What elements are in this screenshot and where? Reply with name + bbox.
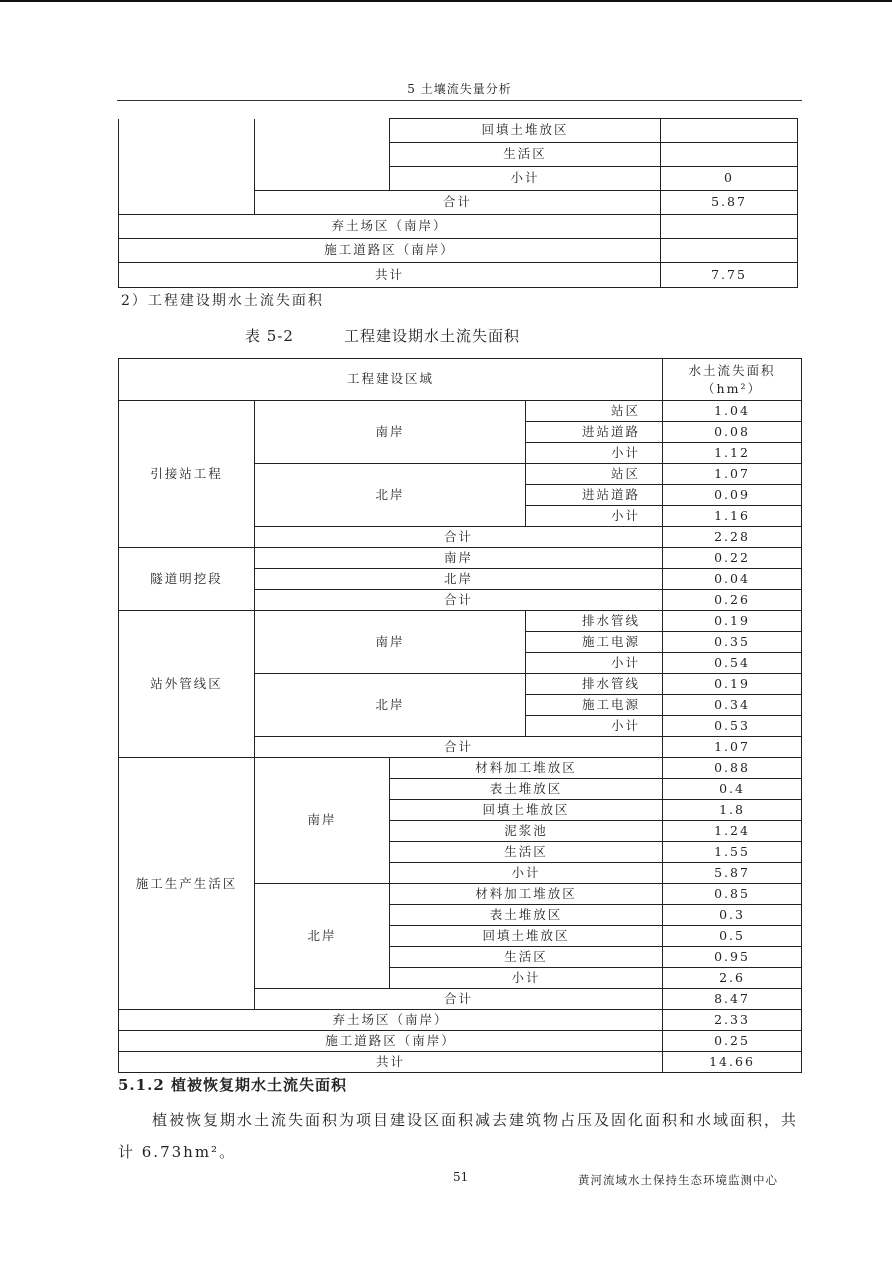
table-cell (119, 119, 255, 215)
group-label: 站外管线区 (119, 611, 255, 758)
group-label: 隧道明挖段 (119, 548, 255, 611)
table-cell: 小计 (526, 443, 663, 464)
page-top-border (0, 0, 892, 2)
table-cell: 0.35 (663, 632, 802, 653)
table-cell: 表土堆放区 (390, 779, 663, 800)
table-cell: 14.66 (663, 1052, 802, 1073)
table-cell: 8.47 (663, 989, 802, 1010)
header-value-line1: 水土流失面积 (688, 363, 776, 378)
table-cell: 合计 (255, 590, 663, 611)
table-cell: 施工道路区（南岸） (119, 1031, 663, 1052)
table-cell: 1.24 (663, 821, 802, 842)
table-cell: 1.16 (663, 506, 802, 527)
running-header: 5 土壤流失量分析 (407, 82, 512, 96)
table-row (119, 548, 802, 569)
header-rule (117, 100, 802, 101)
table-cell: 0.09 (663, 485, 802, 506)
table-cell: 材料加工堆放区 (390, 884, 663, 905)
group-label: 施工生产生活区 (119, 758, 255, 1010)
table-cell: 0.04 (663, 569, 802, 590)
table-cell: 0.88 (663, 758, 802, 779)
table-cell: 生活区 (390, 947, 663, 968)
table-cell (661, 239, 798, 263)
table-row (119, 1052, 802, 1073)
table-cell: 0.3 (663, 905, 802, 926)
table-cell: 0.26 (663, 590, 802, 611)
table-cell: 回填土堆放区 (390, 119, 661, 143)
bank-label: 南岸 (255, 758, 390, 884)
table-row (119, 758, 802, 779)
table-cell: 5.87 (663, 863, 802, 884)
table-row (119, 239, 798, 263)
table-cell: 共计 (119, 263, 661, 288)
table-cell: 表土堆放区 (390, 905, 663, 926)
table-cell: 0.19 (663, 611, 802, 632)
section-heading: 5.1.2 植被恢复期水土流失面积 (118, 1076, 347, 1094)
table-cell: 站区 (526, 464, 663, 485)
table-cell: 1.07 (663, 464, 802, 485)
table-cell: 7.75 (661, 263, 798, 288)
table-cell: 泥浆池 (390, 821, 663, 842)
table-cell: 排水管线 (526, 611, 663, 632)
bank-label: 北岸 (255, 674, 526, 737)
table-cell: 小计 (526, 506, 663, 527)
table-cell: 回填土堆放区 (390, 800, 663, 821)
table-cell: 0.53 (663, 716, 802, 737)
group-label: 引接站工程 (119, 401, 255, 548)
table-cell: 施工电源 (526, 695, 663, 716)
table-cell: 小计 (526, 653, 663, 674)
table-cell: 小计 (390, 863, 663, 884)
footer-organization: 黄河流域水土保持生态环境监测中心 (578, 1173, 778, 1187)
table-row (119, 119, 798, 143)
table-cell: 北岸 (255, 569, 663, 590)
table-cell: 5.87 (661, 191, 798, 215)
bank-label: 南岸 (255, 401, 526, 464)
table-cell: 南岸 (255, 548, 663, 569)
table-cell: 进站道路 (526, 485, 663, 506)
table-caption (245, 325, 570, 346)
page-number: 51 (453, 1170, 469, 1184)
table-cell (661, 143, 798, 167)
table-cell: 回填土堆放区 (390, 926, 663, 947)
table-cell: 生活区 (390, 143, 661, 167)
table-cell: 0.08 (663, 422, 802, 443)
table-row (119, 1010, 802, 1031)
table-cell: 小计 (526, 716, 663, 737)
table-cell: 1.12 (663, 443, 802, 464)
bank-label: 北岸 (255, 464, 526, 527)
body-paragraph: 植被恢复期水土流失面积为项目建设区面积减去建筑物占压及固化面积和水域面积，共计 6.73hm²。 (118, 1111, 799, 1161)
table-erosion-area (118, 358, 802, 1073)
table-cell: 2.28 (663, 527, 802, 548)
table-cell (661, 119, 798, 143)
table-row (119, 1031, 802, 1052)
table-cell: 合计 (255, 527, 663, 548)
table-row (119, 401, 802, 422)
table-cell: 弃土场区（南岸） (119, 1010, 663, 1031)
table-cell: 0.19 (663, 674, 802, 695)
table-cell: 2.6 (663, 968, 802, 989)
table-cell: 1.04 (663, 401, 802, 422)
table-cell: 1.8 (663, 800, 802, 821)
table-number: 表 5-2 (245, 327, 294, 345)
table-cell: 0.4 (663, 779, 802, 800)
table-title: 工程建设期水土流失面积 (343, 327, 520, 345)
table-cell: 0.85 (663, 884, 802, 905)
bank-label: 南岸 (255, 611, 526, 674)
table-cell: 0.95 (663, 947, 802, 968)
table-cell: 0.54 (663, 653, 802, 674)
table-cell: 0.25 (663, 1031, 802, 1052)
table-cell: 1.55 (663, 842, 802, 863)
header-cell-region: 工程建设区域 (119, 359, 663, 401)
table-cell (255, 119, 390, 191)
table-cell: 0.5 (663, 926, 802, 947)
header-cell-value (663, 359, 802, 401)
table-cell: 2.33 (663, 1010, 802, 1031)
table-cell: 排水管线 (526, 674, 663, 695)
table-cell (661, 215, 798, 239)
table-row (119, 611, 802, 632)
header-value-line2: （hm²） (702, 380, 762, 396)
table-row (119, 215, 798, 239)
table-cell: 0 (661, 167, 798, 191)
table-cell: 站区 (526, 401, 663, 422)
table-row (119, 263, 798, 288)
table-cell: 共计 (119, 1052, 663, 1073)
table-cell: 小计 (390, 968, 663, 989)
section-heading: 2）工程建设期水土流失面积 (121, 293, 324, 309)
table-cell: 生活区 (390, 842, 663, 863)
table-cell: 0.34 (663, 695, 802, 716)
table-continuation (118, 118, 798, 288)
table-cell: 施工电源 (526, 632, 663, 653)
table-cell: 1.07 (663, 737, 802, 758)
table-cell: 进站道路 (526, 422, 663, 443)
table-header-row (119, 359, 802, 401)
bank-label: 北岸 (255, 884, 390, 989)
table-cell: 弃土场区（南岸） (119, 215, 661, 239)
table-cell: 0.22 (663, 548, 802, 569)
table-cell: 小计 (390, 167, 661, 191)
table-cell: 合计 (255, 191, 661, 215)
table-cell: 合计 (255, 989, 663, 1010)
table-cell: 施工道路区（南岸） (119, 239, 661, 263)
table-cell: 合计 (255, 737, 663, 758)
table-cell: 材料加工堆放区 (390, 758, 663, 779)
